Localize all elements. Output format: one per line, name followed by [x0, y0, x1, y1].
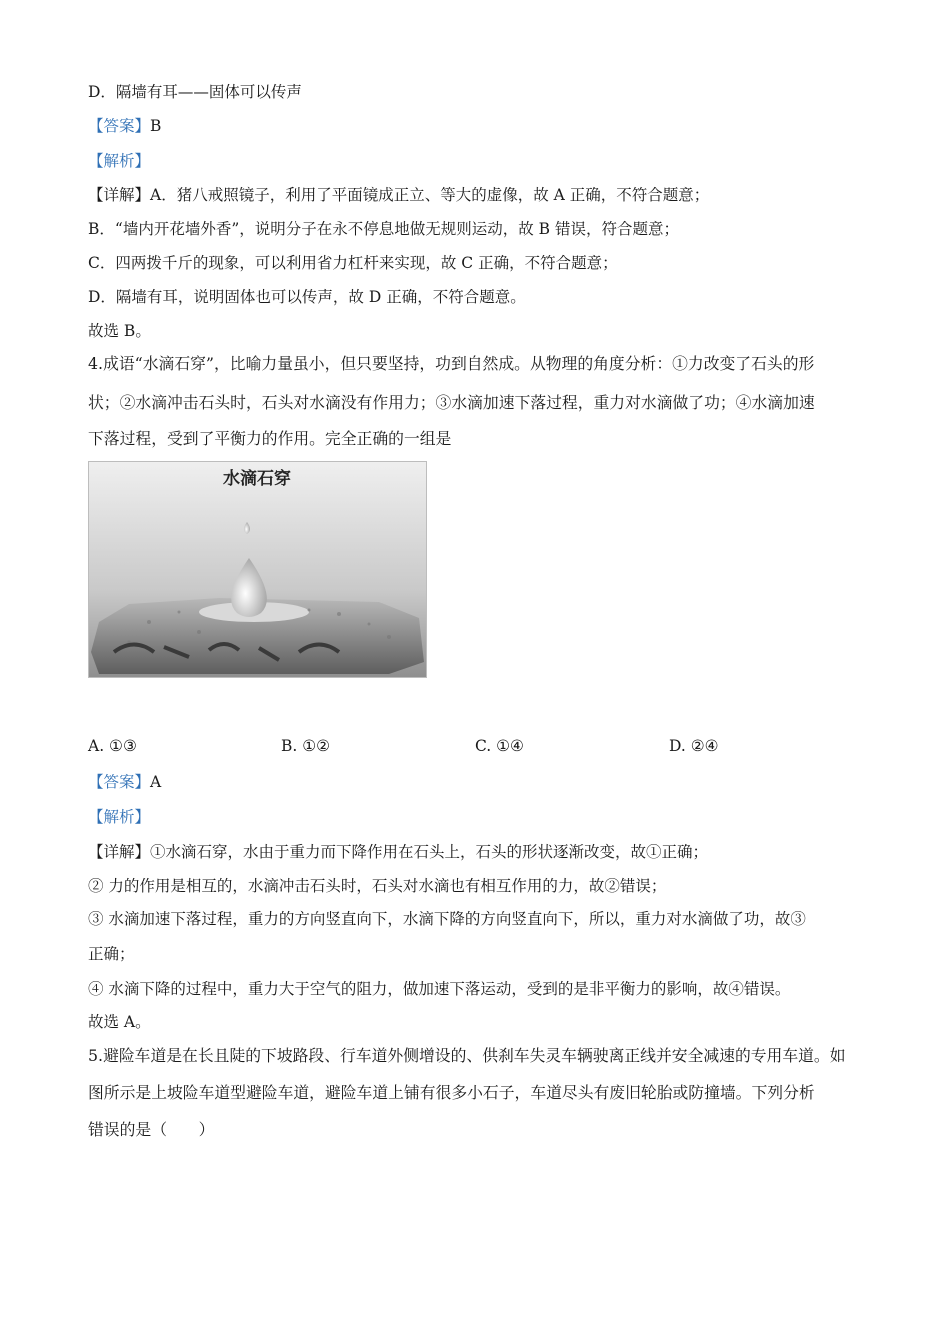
- q4-stem-line3: 下落过程，受到了平衡力的作用。完全正确的一组是: [88, 429, 452, 448]
- q4-conclusion: 故选 A。: [88, 1013, 151, 1031]
- q4-stem-line1: 4.成语“水滴石穿”，比喻力量虽小，但只要坚持，功到自然成。从物理的角度分析：①力改变了石头的形: [88, 354, 815, 373]
- option-c[interactable]: C. ①④: [475, 737, 524, 755]
- q4-detail-2: ② 力的作用是相互的，水滴冲击石头时，石头对水滴也有相互作用的力，故②错误；: [88, 877, 667, 895]
- prev-analysis-tag: 【解析】: [88, 152, 151, 170]
- detail-tag: 【详解】: [88, 843, 151, 861]
- prev-detail-b: B．“墙内开花墙外香”，说明分子在永不停息地做无规则运动，故 B 错误，符合题意；: [88, 220, 679, 238]
- prev-detail-a: [88, 185, 709, 205]
- q5-stem-line3: 错误的是（ ）: [88, 1120, 215, 1139]
- prev-option-d: D．隔墙有耳——固体可以传声: [88, 83, 302, 101]
- q4-detail-3b: 正确；: [88, 945, 135, 963]
- answer-tag: 【答案】: [88, 117, 151, 135]
- water-drop-figure: [88, 461, 427, 678]
- detail-tag: 【详解】: [88, 186, 151, 204]
- prev-detail-d: D．隔墙有耳，说明固体也可以传声，故 D 正确，不符合题意。: [88, 288, 526, 306]
- option-b[interactable]: B. ①②: [281, 737, 331, 755]
- detail-text: A．猪八戒照镜子，利用了平面镜成正立、等大的虚像，故 A 正确，不符合题意；: [150, 186, 710, 204]
- answer-value: B: [150, 117, 162, 135]
- q5-stem-line1: 5.避险车道是在长且陡的下坡路段、行车道外侧增设的、供刹车失灵车辆驶离正线并安全减速的专用车道。如: [88, 1046, 846, 1065]
- q4-stem-line2: 状；②水滴冲击石头时，石头对水滴没有作用力；③水滴加速下落过程，重力对水滴做了功；④水滴加速: [88, 393, 815, 412]
- figure-title: 水滴石穿: [223, 469, 291, 489]
- answer-value: A: [150, 773, 162, 791]
- q4-detail-1: [88, 842, 708, 862]
- answer-tag: 【答案】: [88, 773, 151, 791]
- detail-text: ①水滴石穿，水由于重力而下降作用在石头上，石头的形状逐渐改变，故①正确；: [150, 843, 709, 861]
- prev-detail-c: C．四两拨千斤的现象，可以利用省力杠杆来实现，故 C 正确，不符合题意；: [88, 254, 618, 272]
- q4-answer: [88, 772, 161, 792]
- prev-conclusion: 故选 B。: [88, 322, 151, 340]
- q4-detail-4: ④ 水滴下降的过程中，重力大于空气的阻力，做加速下落运动，受到的是非平衡力的影响，故④错误。: [88, 980, 791, 998]
- option-a[interactable]: A. ①③: [88, 737, 137, 755]
- q4-analysis-tag: 【解析】: [88, 808, 151, 826]
- prev-answer: [88, 116, 161, 136]
- option-d[interactable]: D. ②④: [669, 737, 719, 755]
- water-drop-illustration: [89, 462, 426, 677]
- q5-stem-line2: 图所示是上坡险车道型避险车道，避险车道上铺有很多小石子，车道尽头有废旧轮胎或防撞墙。下列分析: [88, 1083, 815, 1102]
- q4-detail-3a: ③ 水滴加速下落过程，重力的方向竖直向下，水滴下降的方向竖直向下，所以，重力对水滴做了功，故③: [88, 910, 806, 928]
